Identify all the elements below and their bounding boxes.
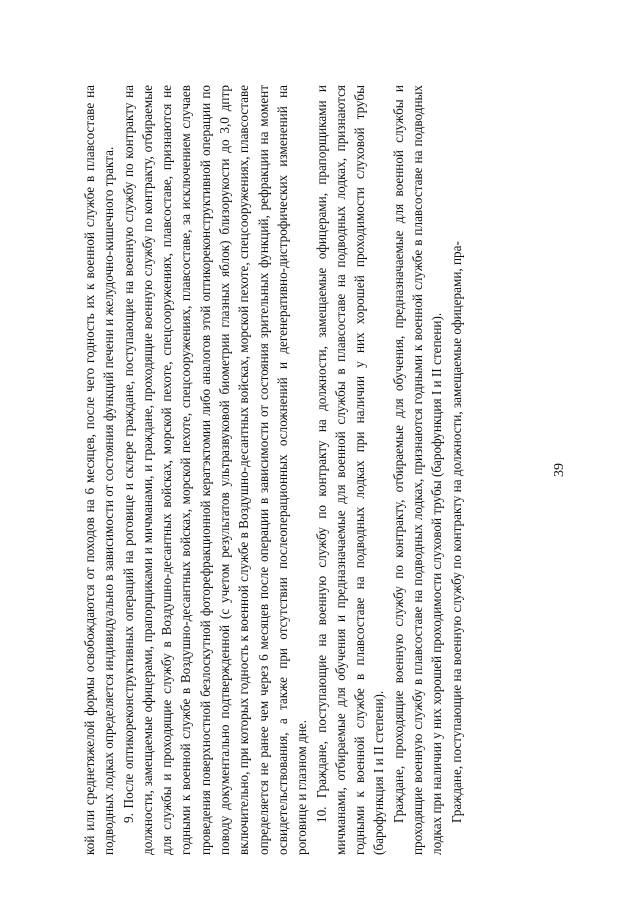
body-text [80,85,545,855]
paragraph-10-contract: Граждане, проходящие военную службу по контракту, отбираемые для обучения, предназначаемые для военной службы и проходящие военную службу в плавсоставе на подводных лодках, признаются годными к военной службе в плавсоставе на подводных лодках при наличии у них хорошей проходимости слуховой трубы (барофункция I и II степени). [390,85,445,855]
page-number: 39 [552,463,567,477]
paragraph-10-officers: Граждане, поступающие на военную службу по контракту на должности, замещаемые офицерами, пра- [448,241,464,823]
paragraph-9: 9. После оптикореконструктивных операций на роговице и склере граждане, поступающие на военную службу по контракту на должности, замещаемые офицерами, прапорщиками и мичманами, и граждане, проходящие военную службу по контракту, отбираемые для службы и проходящие службу в Воздушно-десантных войсках, морской пехоте, спецсооружениях, плавсоставе, признаются не годными к военной службе в Воздушно-десантных войсках, морской пехоте, спецсооружениях, плавсоставе, за исключением случаев проведения поверхностной безлоскутной фоторефракционной кератэктомии либо аналогов этой оптикореконструктивной операции по поводу документально подтвержденной (с учетом результатов ультразвуковой биометрии глазных яблок) близорукости до 3,0 дптр включительно, при которых годность к военной службе в Воздушно-десантных войсках, морской пехоте, спецсооружениях, плавсоставе определяется не ранее чем через 6 месяцев после операции в зависимости от состояния зрительных функций, рефракции на момент освидетельствования, а также при отсутствии послеоперационных осложнений и дегенеративно-дистрофических изменений на роговице и глазном дне. [120,85,310,855]
rotated-page-content [80,85,585,855]
paragraph-continuation: кой или среднетяжелой формы освобождаются от походов на 6 месяцев, после чего годность их к военной службе в плавсоставе на подводных лодках определяется индивидуально в зависимости от состояния функций печени и желудочно-кишечного тракта. [82,85,117,855]
paragraph-10: 10. Граждане, поступающие на военную службу по контракту на должности, замещаемые офицерами, прапорщиками и мичманами, отбираемые для обучения и предназначаемые для военной службы в плавсоставе на подводных лодках, признаются годными к военной службе в плавсоставе на подводных лодках при наличии у них хорошей проходимости слуховой трубы (барофункция I и II степени). [313,85,387,855]
